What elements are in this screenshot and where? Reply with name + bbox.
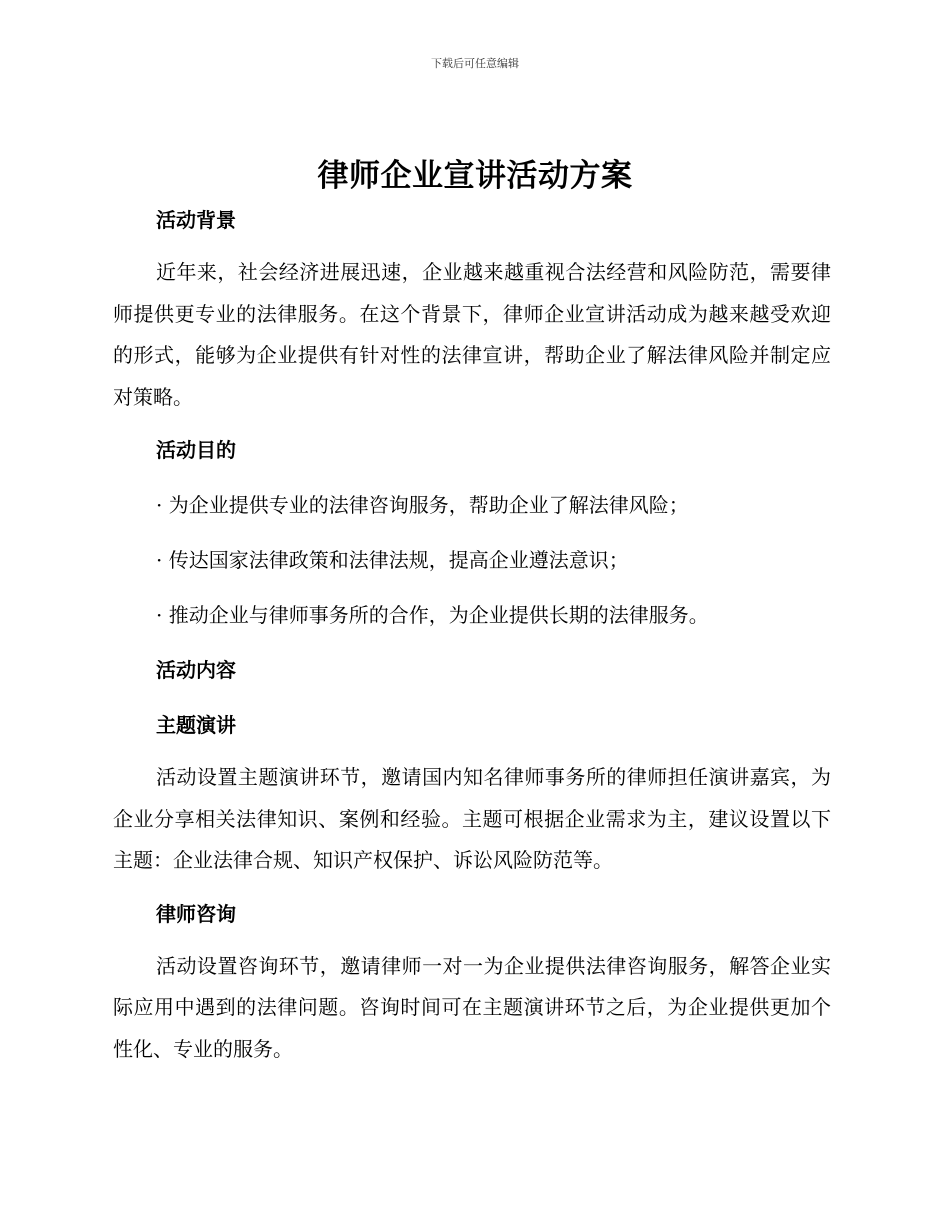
document-title: 律师企业宣讲活动方案 (317, 158, 633, 194)
section-heading-content: 活动内容 (156, 658, 236, 682)
section-heading-consultation: 律师咨询 (156, 901, 236, 926)
purpose-list-item: · 为企业提供专业的法律咨询服务，帮助企业了解法律风险； (156, 493, 689, 517)
section-heading-keynote: 主题演讲 (156, 713, 236, 737)
document-body (113, 200, 831, 1070)
purpose-list-item: · 传达国家法律政策和法律法规，提高企业遵法意识； (156, 548, 629, 572)
section-heading-purpose: 活动目的 (156, 438, 236, 462)
section-heading-background: 活动背景 (156, 208, 236, 232)
page-header-note: 下载后可任意编辑 (431, 57, 519, 70)
background-paragraph: 近年来，社会经济进展迅速，企业越来越重视合法经营和风险防范，需要律师提供更专业的法律服务。在这个背景下，律师企业宣讲活动成为越来越受欢迎的形式，能够为企业提供有针对性的法律宣讲，帮助企业了解法律风险并制定应对策略。 (113, 260, 831, 409)
keynote-paragraph: 活动设置主题演讲环节，邀请国内知名律师事务所的律师担任演讲嘉宾，为企业分享相关法律知识、案例和经验。主题可根据企业需求为主，建议设置以下主题：企业法律合规、知识产权保护、诉讼风险防范等。 (113, 765, 831, 872)
purpose-list-item: · 推动企业与律师事务所的合作，为企业提供长期的法律服务。 (156, 603, 709, 627)
consultation-paragraph: 活动设置咨询环节，邀请律师一对一为企业提供法律咨询服务，解答企业实际应用中遇到的法律问题。咨询时间可在主题演讲环节之后，为企业提供更加个性化、专业的服务。 (113, 953, 831, 1061)
